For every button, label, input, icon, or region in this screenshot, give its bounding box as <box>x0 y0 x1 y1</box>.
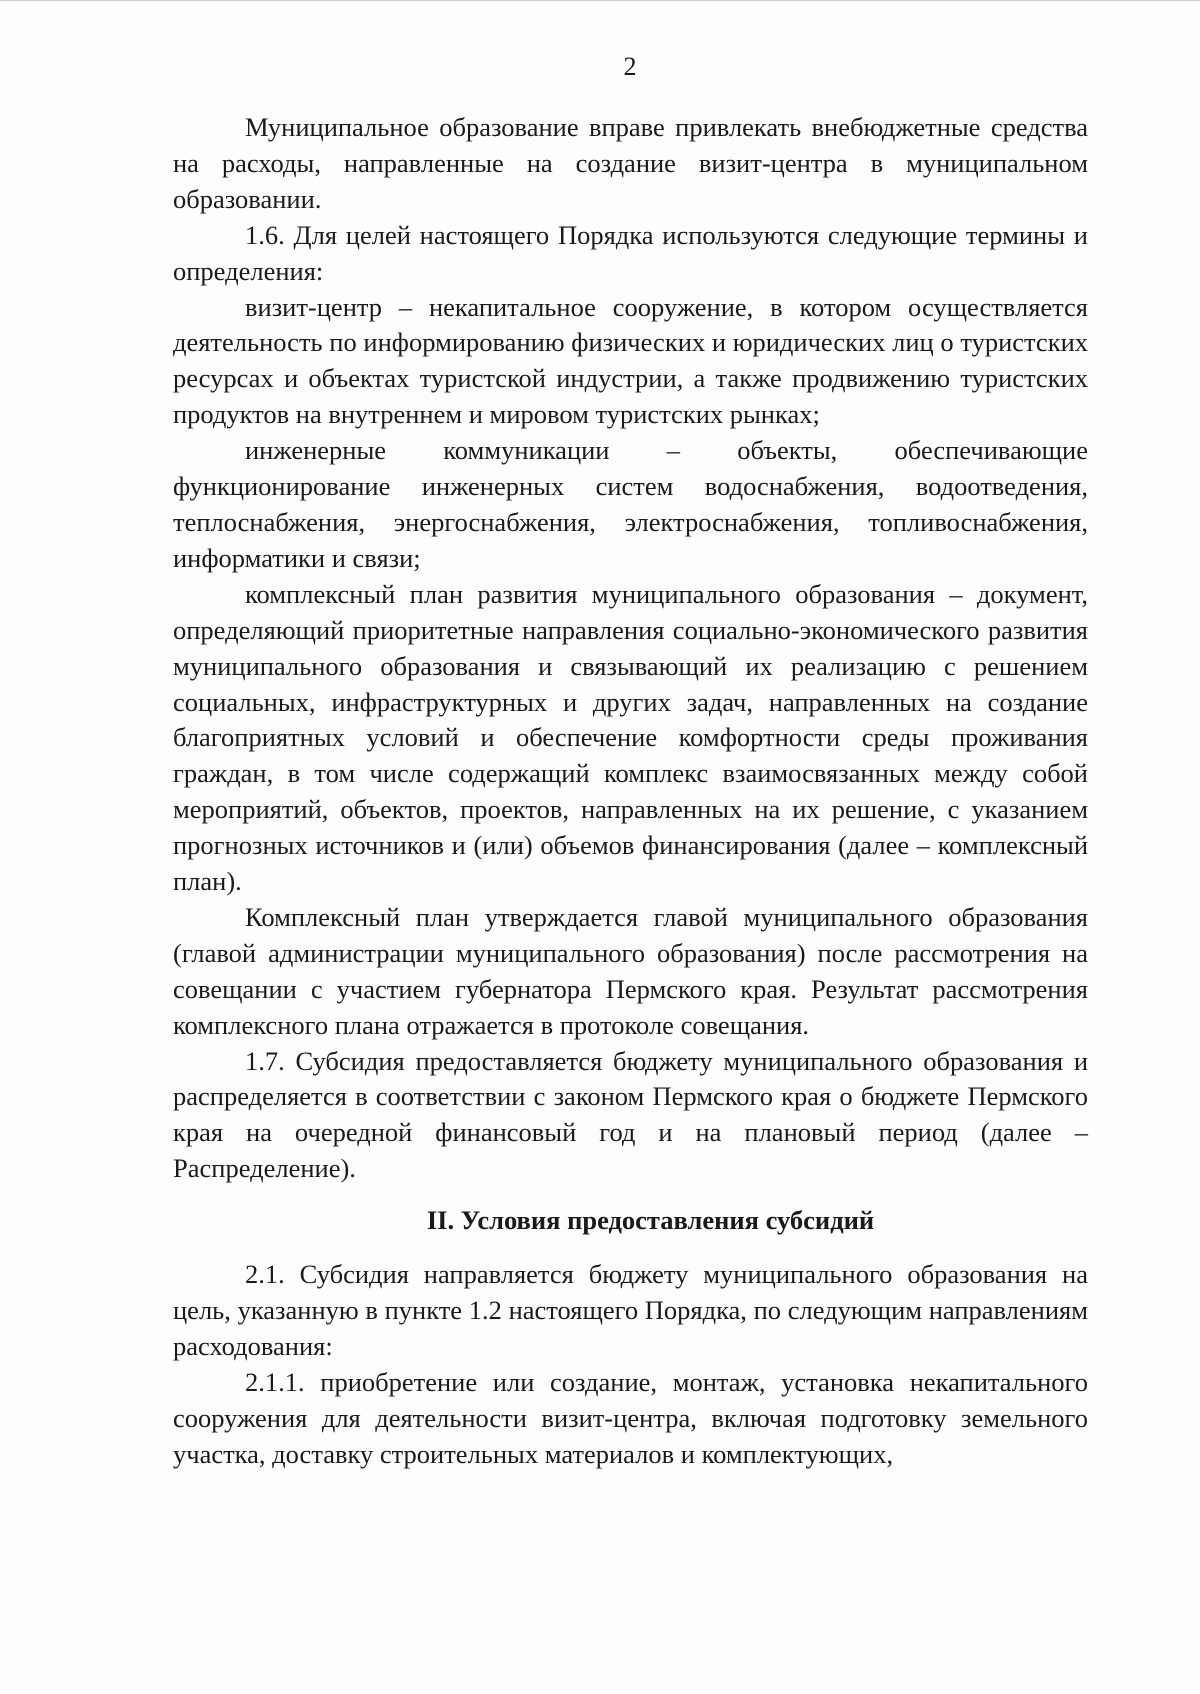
paragraph-2-1-1: 2.1.1. приобретение или создание, монтаж, установка некапитального сооружения для деятельности визит-центра, включая подготовку земельного участка, доставку строительных материалов и комплектующих, <box>173 1366 1088 1469</box>
paragraph-1-7-subsidy: 1.7. Субсидия предоставляется бюджету муниципального образования и распределяется в соответствии с законом Пермского края о бюджете Пермского края на очередной финансовый год и на плановый период (далее – Распределение). <box>173 1045 1088 1184</box>
paragraph-complex-plan-definition: комплексный план развития муниципального образования – документ, определяющий приоритетные направления социально-экономического развития муниципального образования и связывающий их реализацию с решением социальных, инфраструктурных и других задач, направленных на создание благоприятных условий и обеспечение комфортности среды проживания граждан, в том числе содержащий комплекс взаимосвязанных между собой мероприятий, объектов, проектов, направленных на их решение, с указанием прогнозных источников и (или) объемов финансирования (далее – комплексный план). <box>173 578 1088 897</box>
paragraph-visit-center-definition: визит-центр – некапитальное сооружение, в котором осуществляется деятельность по информированию физических и юридических лиц о туристских ресурсах и объектах туристской индустрии, а также продвижению туристских продуктов на внутреннем и мировом туристских рынках; <box>173 291 1088 430</box>
paragraph-extrabudgetary-funds: Муниципальное образование вправе привлекать внебюджетные средства на расходы, направленные на создание визит-центра в муниципальном образовании. <box>173 112 1088 214</box>
page-number: 2 <box>623 52 637 81</box>
document-body <box>173 110 1088 1473</box>
scan-edge-mark <box>0 0 1200 1</box>
paragraph-2-1: 2.1. Субсидия направляется бюджету муниципального образования на цель, указанную в пункте 1.2 настоящего Порядка, по следующим направлениям расходования: <box>173 1259 1088 1361</box>
section-2-heading: II. Условия предоставления субсидий <box>426 1205 875 1236</box>
paragraph-1-6-terms: 1.6. Для целей настоящего Порядка используются следующие термины и определения: <box>173 219 1088 286</box>
paragraph-engineering-communications-definition: инженерные коммуникации – объекты, обеспечивающие функционирование инженерных систем водоснабжения, водоотведения, теплоснабжения, энергоснабжения, электроснабжения, топливоснабжения, информатики и связи; <box>173 435 1088 573</box>
paragraph-complex-plan-approval: Комплексный план утверждается главой муниципального образования (главой администрации муниципального образования) после рассмотрения на совещании с участием губернатора Пермского края. Результат рассмотрения комплексного плана отражается в протоколе совещания. <box>173 901 1088 1040</box>
